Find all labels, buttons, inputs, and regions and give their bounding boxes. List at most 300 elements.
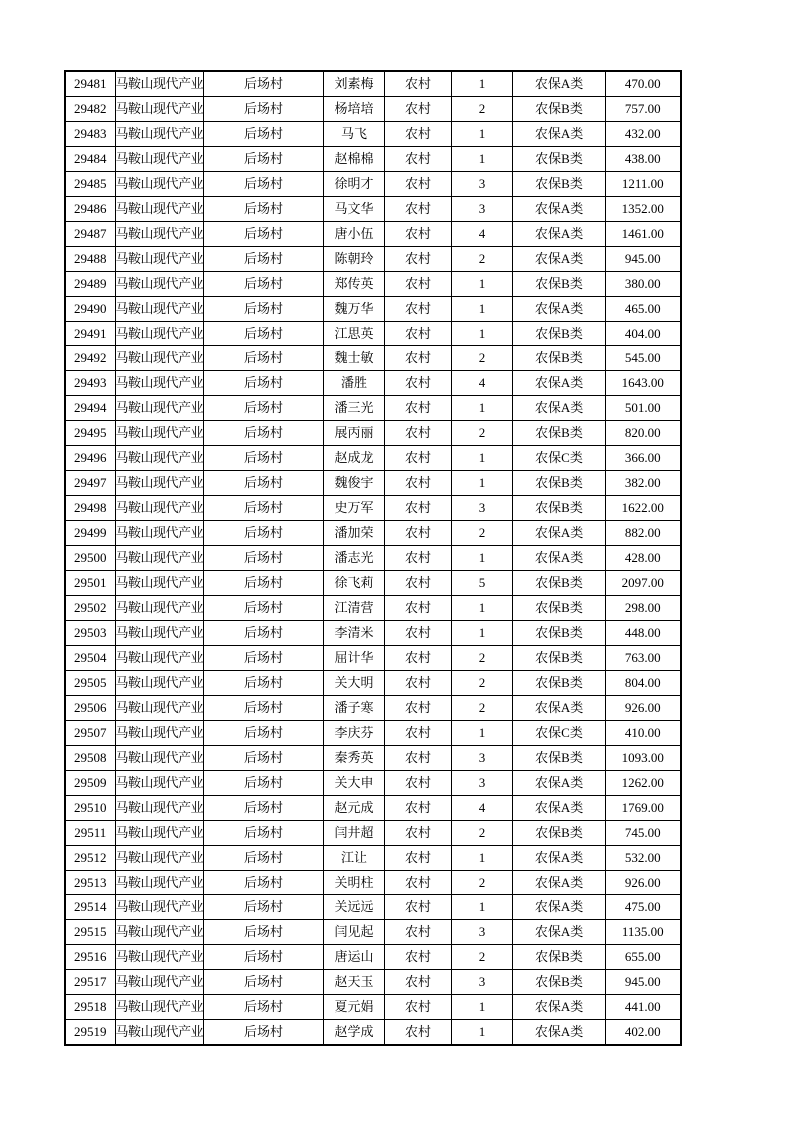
cell-residence-type: 农村 [385, 196, 452, 221]
cell-record-id: 29507 [65, 720, 115, 745]
cell-amount: 382.00 [606, 471, 681, 496]
cell-person-count: 3 [452, 745, 513, 770]
cell-person-count: 1 [452, 1020, 513, 1045]
table-row [65, 321, 681, 346]
cell-person-count: 4 [452, 221, 513, 246]
cell-record-id: 29512 [65, 845, 115, 870]
cell-person-name: 陈朝玲 [324, 246, 385, 271]
cell-person-count: 1 [452, 720, 513, 745]
cell-insurance-category: 农保C类 [513, 720, 606, 745]
cell-insurance-category: 农保B类 [513, 321, 606, 346]
cell-residence-type: 农村 [385, 396, 452, 421]
cell-park-name: 马鞍山现代产业 [115, 695, 204, 720]
cell-insurance-category: 农保B类 [513, 571, 606, 596]
cell-person-count: 2 [452, 521, 513, 546]
cell-amount: 1135.00 [606, 920, 681, 945]
cell-residence-type: 农村 [385, 221, 452, 246]
cell-person-count: 4 [452, 371, 513, 396]
cell-park-name: 马鞍山现代产业 [115, 371, 204, 396]
cell-park-name: 马鞍山现代产业 [115, 970, 204, 995]
cell-insurance-category: 农保C类 [513, 446, 606, 471]
cell-residence-type: 农村 [385, 496, 452, 521]
cell-person-count: 1 [452, 471, 513, 496]
cell-residence-type: 农村 [385, 845, 452, 870]
cell-insurance-category: 农保A类 [513, 920, 606, 945]
cell-amount: 926.00 [606, 695, 681, 720]
table-body [65, 71, 681, 1045]
table-row [65, 720, 681, 745]
table-row [65, 371, 681, 396]
cell-village-name: 后场村 [204, 995, 324, 1020]
cell-village-name: 后场村 [204, 820, 324, 845]
cell-park-name: 马鞍山现代产业 [115, 620, 204, 645]
cell-person-count: 2 [452, 421, 513, 446]
cell-record-id: 29493 [65, 371, 115, 396]
cell-person-name: 关大明 [324, 670, 385, 695]
cell-residence-type: 农村 [385, 995, 452, 1020]
cell-amount: 757.00 [606, 96, 681, 121]
cell-residence-type: 农村 [385, 346, 452, 371]
cell-village-name: 后场村 [204, 1020, 324, 1045]
cell-person-name: 江清营 [324, 596, 385, 621]
payment-records-table [64, 70, 682, 1046]
cell-person-name: 魏万华 [324, 296, 385, 321]
cell-record-id: 29487 [65, 221, 115, 246]
cell-residence-type: 农村 [385, 96, 452, 121]
cell-amount: 441.00 [606, 995, 681, 1020]
cell-residence-type: 农村 [385, 171, 452, 196]
cell-residence-type: 农村 [385, 945, 452, 970]
cell-insurance-category: 农保B类 [513, 596, 606, 621]
table-row [65, 870, 681, 895]
cell-person-name: 唐小伍 [324, 221, 385, 246]
cell-amount: 298.00 [606, 596, 681, 621]
cell-park-name: 马鞍山现代产业 [115, 720, 204, 745]
cell-amount: 380.00 [606, 271, 681, 296]
cell-person-name: 潘子寒 [324, 695, 385, 720]
cell-village-name: 后场村 [204, 321, 324, 346]
cell-record-id: 29510 [65, 795, 115, 820]
cell-park-name: 马鞍山现代产业 [115, 346, 204, 371]
cell-park-name: 马鞍山现代产业 [115, 596, 204, 621]
table-row [65, 596, 681, 621]
cell-park-name: 马鞍山现代产业 [115, 645, 204, 670]
cell-person-name: 潘胜 [324, 371, 385, 396]
cell-person-count: 2 [452, 945, 513, 970]
cell-record-id: 29503 [65, 620, 115, 645]
table-row [65, 296, 681, 321]
cell-residence-type: 农村 [385, 521, 452, 546]
cell-park-name: 马鞍山现代产业 [115, 870, 204, 895]
cell-residence-type: 农村 [385, 546, 452, 571]
cell-record-id: 29518 [65, 995, 115, 1020]
cell-park-name: 马鞍山现代产业 [115, 820, 204, 845]
cell-person-name: 杨培培 [324, 96, 385, 121]
cell-person-name: 史万军 [324, 496, 385, 521]
cell-person-count: 2 [452, 645, 513, 670]
cell-person-count: 3 [452, 496, 513, 521]
cell-park-name: 马鞍山现代产业 [115, 745, 204, 770]
table-row [65, 845, 681, 870]
cell-person-name: 魏士敏 [324, 346, 385, 371]
cell-amount: 820.00 [606, 421, 681, 446]
cell-park-name: 马鞍山现代产业 [115, 221, 204, 246]
cell-amount: 1622.00 [606, 496, 681, 521]
cell-residence-type: 农村 [385, 296, 452, 321]
cell-person-count: 1 [452, 546, 513, 571]
cell-person-name: 徐飞莉 [324, 571, 385, 596]
cell-insurance-category: 农保B类 [513, 346, 606, 371]
cell-park-name: 马鞍山现代产业 [115, 171, 204, 196]
cell-amount: 655.00 [606, 945, 681, 970]
cell-park-name: 马鞍山现代产业 [115, 995, 204, 1020]
cell-insurance-category: 农保A类 [513, 121, 606, 146]
cell-insurance-category: 农保B类 [513, 471, 606, 496]
cell-record-id: 29489 [65, 271, 115, 296]
cell-person-name: 李庆芬 [324, 720, 385, 745]
cell-person-count: 3 [452, 770, 513, 795]
cell-amount: 945.00 [606, 246, 681, 271]
cell-village-name: 后场村 [204, 221, 324, 246]
cell-village-name: 后场村 [204, 346, 324, 371]
cell-village-name: 后场村 [204, 171, 324, 196]
cell-person-count: 1 [452, 321, 513, 346]
cell-insurance-category: 农保B类 [513, 745, 606, 770]
cell-village-name: 后场村 [204, 96, 324, 121]
cell-amount: 475.00 [606, 895, 681, 920]
cell-insurance-category: 农保B类 [513, 945, 606, 970]
cell-record-id: 29492 [65, 346, 115, 371]
table-row [65, 346, 681, 371]
cell-insurance-category: 农保A类 [513, 845, 606, 870]
cell-park-name: 马鞍山现代产业 [115, 296, 204, 321]
cell-person-count: 2 [452, 870, 513, 895]
cell-village-name: 后场村 [204, 970, 324, 995]
cell-person-name: 关远远 [324, 895, 385, 920]
cell-amount: 1093.00 [606, 745, 681, 770]
cell-amount: 2097.00 [606, 571, 681, 596]
cell-person-count: 3 [452, 171, 513, 196]
cell-village-name: 后场村 [204, 271, 324, 296]
cell-residence-type: 农村 [385, 795, 452, 820]
table-row [65, 620, 681, 645]
cell-village-name: 后场村 [204, 446, 324, 471]
cell-person-count: 1 [452, 71, 513, 96]
cell-village-name: 后场村 [204, 670, 324, 695]
cell-record-id: 29508 [65, 745, 115, 770]
cell-park-name: 马鞍山现代产业 [115, 795, 204, 820]
cell-village-name: 后场村 [204, 795, 324, 820]
table-row [65, 895, 681, 920]
cell-record-id: 29497 [65, 471, 115, 496]
table-row [65, 396, 681, 421]
cell-record-id: 29483 [65, 121, 115, 146]
cell-record-id: 29506 [65, 695, 115, 720]
cell-insurance-category: 农保A类 [513, 995, 606, 1020]
cell-person-count: 1 [452, 895, 513, 920]
cell-insurance-category: 农保A类 [513, 246, 606, 271]
table-row [65, 571, 681, 596]
cell-record-id: 29509 [65, 770, 115, 795]
cell-park-name: 马鞍山现代产业 [115, 271, 204, 296]
cell-village-name: 后场村 [204, 645, 324, 670]
cell-park-name: 马鞍山现代产业 [115, 670, 204, 695]
cell-park-name: 马鞍山现代产业 [115, 895, 204, 920]
cell-residence-type: 农村 [385, 121, 452, 146]
cell-residence-type: 农村 [385, 596, 452, 621]
cell-person-count: 1 [452, 446, 513, 471]
cell-insurance-category: 农保B类 [513, 645, 606, 670]
cell-person-name: 赵元成 [324, 795, 385, 820]
cell-park-name: 马鞍山现代产业 [115, 1020, 204, 1045]
cell-residence-type: 农村 [385, 970, 452, 995]
cell-amount: 1211.00 [606, 171, 681, 196]
cell-park-name: 马鞍山现代产业 [115, 321, 204, 346]
cell-record-id: 29505 [65, 670, 115, 695]
cell-park-name: 马鞍山现代产业 [115, 146, 204, 171]
cell-person-count: 2 [452, 246, 513, 271]
cell-insurance-category: 农保A类 [513, 371, 606, 396]
cell-person-name: 江思英 [324, 321, 385, 346]
cell-insurance-category: 农保B类 [513, 620, 606, 645]
cell-person-count: 2 [452, 346, 513, 371]
cell-record-id: 29495 [65, 421, 115, 446]
cell-amount: 1461.00 [606, 221, 681, 246]
cell-record-id: 29481 [65, 71, 115, 96]
cell-park-name: 马鞍山现代产业 [115, 945, 204, 970]
cell-residence-type: 农村 [385, 745, 452, 770]
table-row [65, 96, 681, 121]
cell-person-count: 1 [452, 995, 513, 1020]
cell-insurance-category: 农保A类 [513, 770, 606, 795]
cell-village-name: 后场村 [204, 496, 324, 521]
cell-residence-type: 农村 [385, 446, 452, 471]
cell-person-name: 关大申 [324, 770, 385, 795]
table-row [65, 421, 681, 446]
cell-village-name: 后场村 [204, 620, 324, 645]
cell-village-name: 后场村 [204, 845, 324, 870]
cell-village-name: 后场村 [204, 895, 324, 920]
cell-village-name: 后场村 [204, 246, 324, 271]
cell-person-count: 1 [452, 271, 513, 296]
cell-residence-type: 农村 [385, 571, 452, 596]
cell-person-name: 赵成龙 [324, 446, 385, 471]
cell-person-name: 徐明才 [324, 171, 385, 196]
cell-village-name: 后场村 [204, 396, 324, 421]
table-row [65, 645, 681, 670]
cell-amount: 438.00 [606, 146, 681, 171]
table-row [65, 246, 681, 271]
cell-person-count: 1 [452, 146, 513, 171]
cell-person-count: 2 [452, 695, 513, 720]
cell-record-id: 29482 [65, 96, 115, 121]
cell-insurance-category: 农保A类 [513, 196, 606, 221]
table-row [65, 471, 681, 496]
table-row [65, 71, 681, 96]
cell-amount: 745.00 [606, 820, 681, 845]
cell-residence-type: 农村 [385, 870, 452, 895]
cell-record-id: 29513 [65, 870, 115, 895]
cell-amount: 882.00 [606, 521, 681, 546]
cell-residence-type: 农村 [385, 371, 452, 396]
cell-record-id: 29514 [65, 895, 115, 920]
cell-village-name: 后场村 [204, 571, 324, 596]
table-row [65, 221, 681, 246]
cell-village-name: 后场村 [204, 196, 324, 221]
table-row [65, 820, 681, 845]
cell-person-count: 3 [452, 970, 513, 995]
cell-residence-type: 农村 [385, 71, 452, 96]
cell-insurance-category: 农保B类 [513, 496, 606, 521]
cell-residence-type: 农村 [385, 146, 452, 171]
cell-record-id: 29517 [65, 970, 115, 995]
table-row [65, 521, 681, 546]
cell-insurance-category: 农保B类 [513, 171, 606, 196]
cell-residence-type: 农村 [385, 645, 452, 670]
cell-person-name: 潘志光 [324, 546, 385, 571]
cell-residence-type: 农村 [385, 1020, 452, 1045]
cell-person-count: 1 [452, 620, 513, 645]
cell-record-id: 29485 [65, 171, 115, 196]
cell-record-id: 29490 [65, 296, 115, 321]
cell-park-name: 马鞍山现代产业 [115, 121, 204, 146]
cell-amount: 404.00 [606, 321, 681, 346]
table-row [65, 146, 681, 171]
cell-village-name: 后场村 [204, 471, 324, 496]
cell-village-name: 后场村 [204, 296, 324, 321]
cell-village-name: 后场村 [204, 770, 324, 795]
cell-insurance-category: 农保B类 [513, 970, 606, 995]
cell-amount: 448.00 [606, 620, 681, 645]
cell-person-name: 关明柱 [324, 870, 385, 895]
table-row [65, 196, 681, 221]
cell-insurance-category: 农保B类 [513, 820, 606, 845]
cell-park-name: 马鞍山现代产业 [115, 521, 204, 546]
cell-residence-type: 农村 [385, 895, 452, 920]
cell-amount: 545.00 [606, 346, 681, 371]
table-row [65, 496, 681, 521]
cell-residence-type: 农村 [385, 321, 452, 346]
cell-person-count: 4 [452, 795, 513, 820]
cell-person-name: 秦秀英 [324, 745, 385, 770]
cell-person-name: 赵学成 [324, 1020, 385, 1045]
cell-person-count: 1 [452, 396, 513, 421]
cell-record-id: 29515 [65, 920, 115, 945]
cell-residence-type: 农村 [385, 720, 452, 745]
cell-person-count: 1 [452, 296, 513, 321]
cell-record-id: 29496 [65, 446, 115, 471]
table-row [65, 121, 681, 146]
cell-park-name: 马鞍山现代产业 [115, 446, 204, 471]
cell-record-id: 29500 [65, 546, 115, 571]
cell-insurance-category: 农保B类 [513, 271, 606, 296]
cell-residence-type: 农村 [385, 920, 452, 945]
cell-amount: 402.00 [606, 1020, 681, 1045]
cell-park-name: 马鞍山现代产业 [115, 421, 204, 446]
cell-amount: 1643.00 [606, 371, 681, 396]
table-row [65, 546, 681, 571]
cell-park-name: 马鞍山现代产业 [115, 196, 204, 221]
cell-record-id: 29491 [65, 321, 115, 346]
cell-residence-type: 农村 [385, 770, 452, 795]
cell-village-name: 后场村 [204, 146, 324, 171]
cell-village-name: 后场村 [204, 720, 324, 745]
cell-record-id: 29511 [65, 820, 115, 845]
cell-record-id: 29516 [65, 945, 115, 970]
cell-residence-type: 农村 [385, 620, 452, 645]
cell-record-id: 29498 [65, 496, 115, 521]
cell-person-name: 潘加荣 [324, 521, 385, 546]
cell-insurance-category: 农保B类 [513, 421, 606, 446]
cell-park-name: 马鞍山现代产业 [115, 71, 204, 96]
cell-person-name: 闫见起 [324, 920, 385, 945]
cell-amount: 432.00 [606, 121, 681, 146]
cell-person-name: 夏元娟 [324, 995, 385, 1020]
cell-village-name: 后场村 [204, 71, 324, 96]
table-row [65, 695, 681, 720]
cell-residence-type: 农村 [385, 421, 452, 446]
cell-residence-type: 农村 [385, 695, 452, 720]
cell-amount: 366.00 [606, 446, 681, 471]
cell-village-name: 后场村 [204, 920, 324, 945]
table-row [65, 271, 681, 296]
cell-person-count: 1 [452, 845, 513, 870]
cell-residence-type: 农村 [385, 820, 452, 845]
cell-record-id: 29499 [65, 521, 115, 546]
cell-person-name: 闫井超 [324, 820, 385, 845]
cell-insurance-category: 农保A类 [513, 71, 606, 96]
cell-person-name: 江让 [324, 845, 385, 870]
cell-insurance-category: 农保A类 [513, 895, 606, 920]
cell-record-id: 29502 [65, 596, 115, 621]
cell-park-name: 马鞍山现代产业 [115, 471, 204, 496]
cell-person-name: 唐运山 [324, 945, 385, 970]
cell-park-name: 马鞍山现代产业 [115, 770, 204, 795]
cell-insurance-category: 农保A类 [513, 546, 606, 571]
cell-insurance-category: 农保A类 [513, 795, 606, 820]
table-row [65, 1020, 681, 1045]
cell-park-name: 马鞍山现代产业 [115, 96, 204, 121]
cell-village-name: 后场村 [204, 121, 324, 146]
table-row [65, 945, 681, 970]
cell-park-name: 马鞍山现代产业 [115, 546, 204, 571]
cell-park-name: 马鞍山现代产业 [115, 246, 204, 271]
cell-person-count: 3 [452, 196, 513, 221]
cell-person-name: 马文华 [324, 196, 385, 221]
cell-amount: 410.00 [606, 720, 681, 745]
table-row [65, 670, 681, 695]
cell-amount: 804.00 [606, 670, 681, 695]
cell-person-count: 2 [452, 670, 513, 695]
cell-record-id: 29501 [65, 571, 115, 596]
cell-park-name: 马鞍山现代产业 [115, 496, 204, 521]
cell-village-name: 后场村 [204, 745, 324, 770]
cell-person-count: 1 [452, 596, 513, 621]
cell-village-name: 后场村 [204, 695, 324, 720]
cell-village-name: 后场村 [204, 945, 324, 970]
cell-amount: 945.00 [606, 970, 681, 995]
cell-insurance-category: 农保B类 [513, 146, 606, 171]
cell-residence-type: 农村 [385, 271, 452, 296]
table-row [65, 171, 681, 196]
cell-amount: 465.00 [606, 296, 681, 321]
cell-amount: 1769.00 [606, 795, 681, 820]
table-row [65, 745, 681, 770]
cell-amount: 470.00 [606, 71, 681, 96]
cell-village-name: 后场村 [204, 546, 324, 571]
cell-person-count: 5 [452, 571, 513, 596]
cell-person-name: 郑传英 [324, 271, 385, 296]
